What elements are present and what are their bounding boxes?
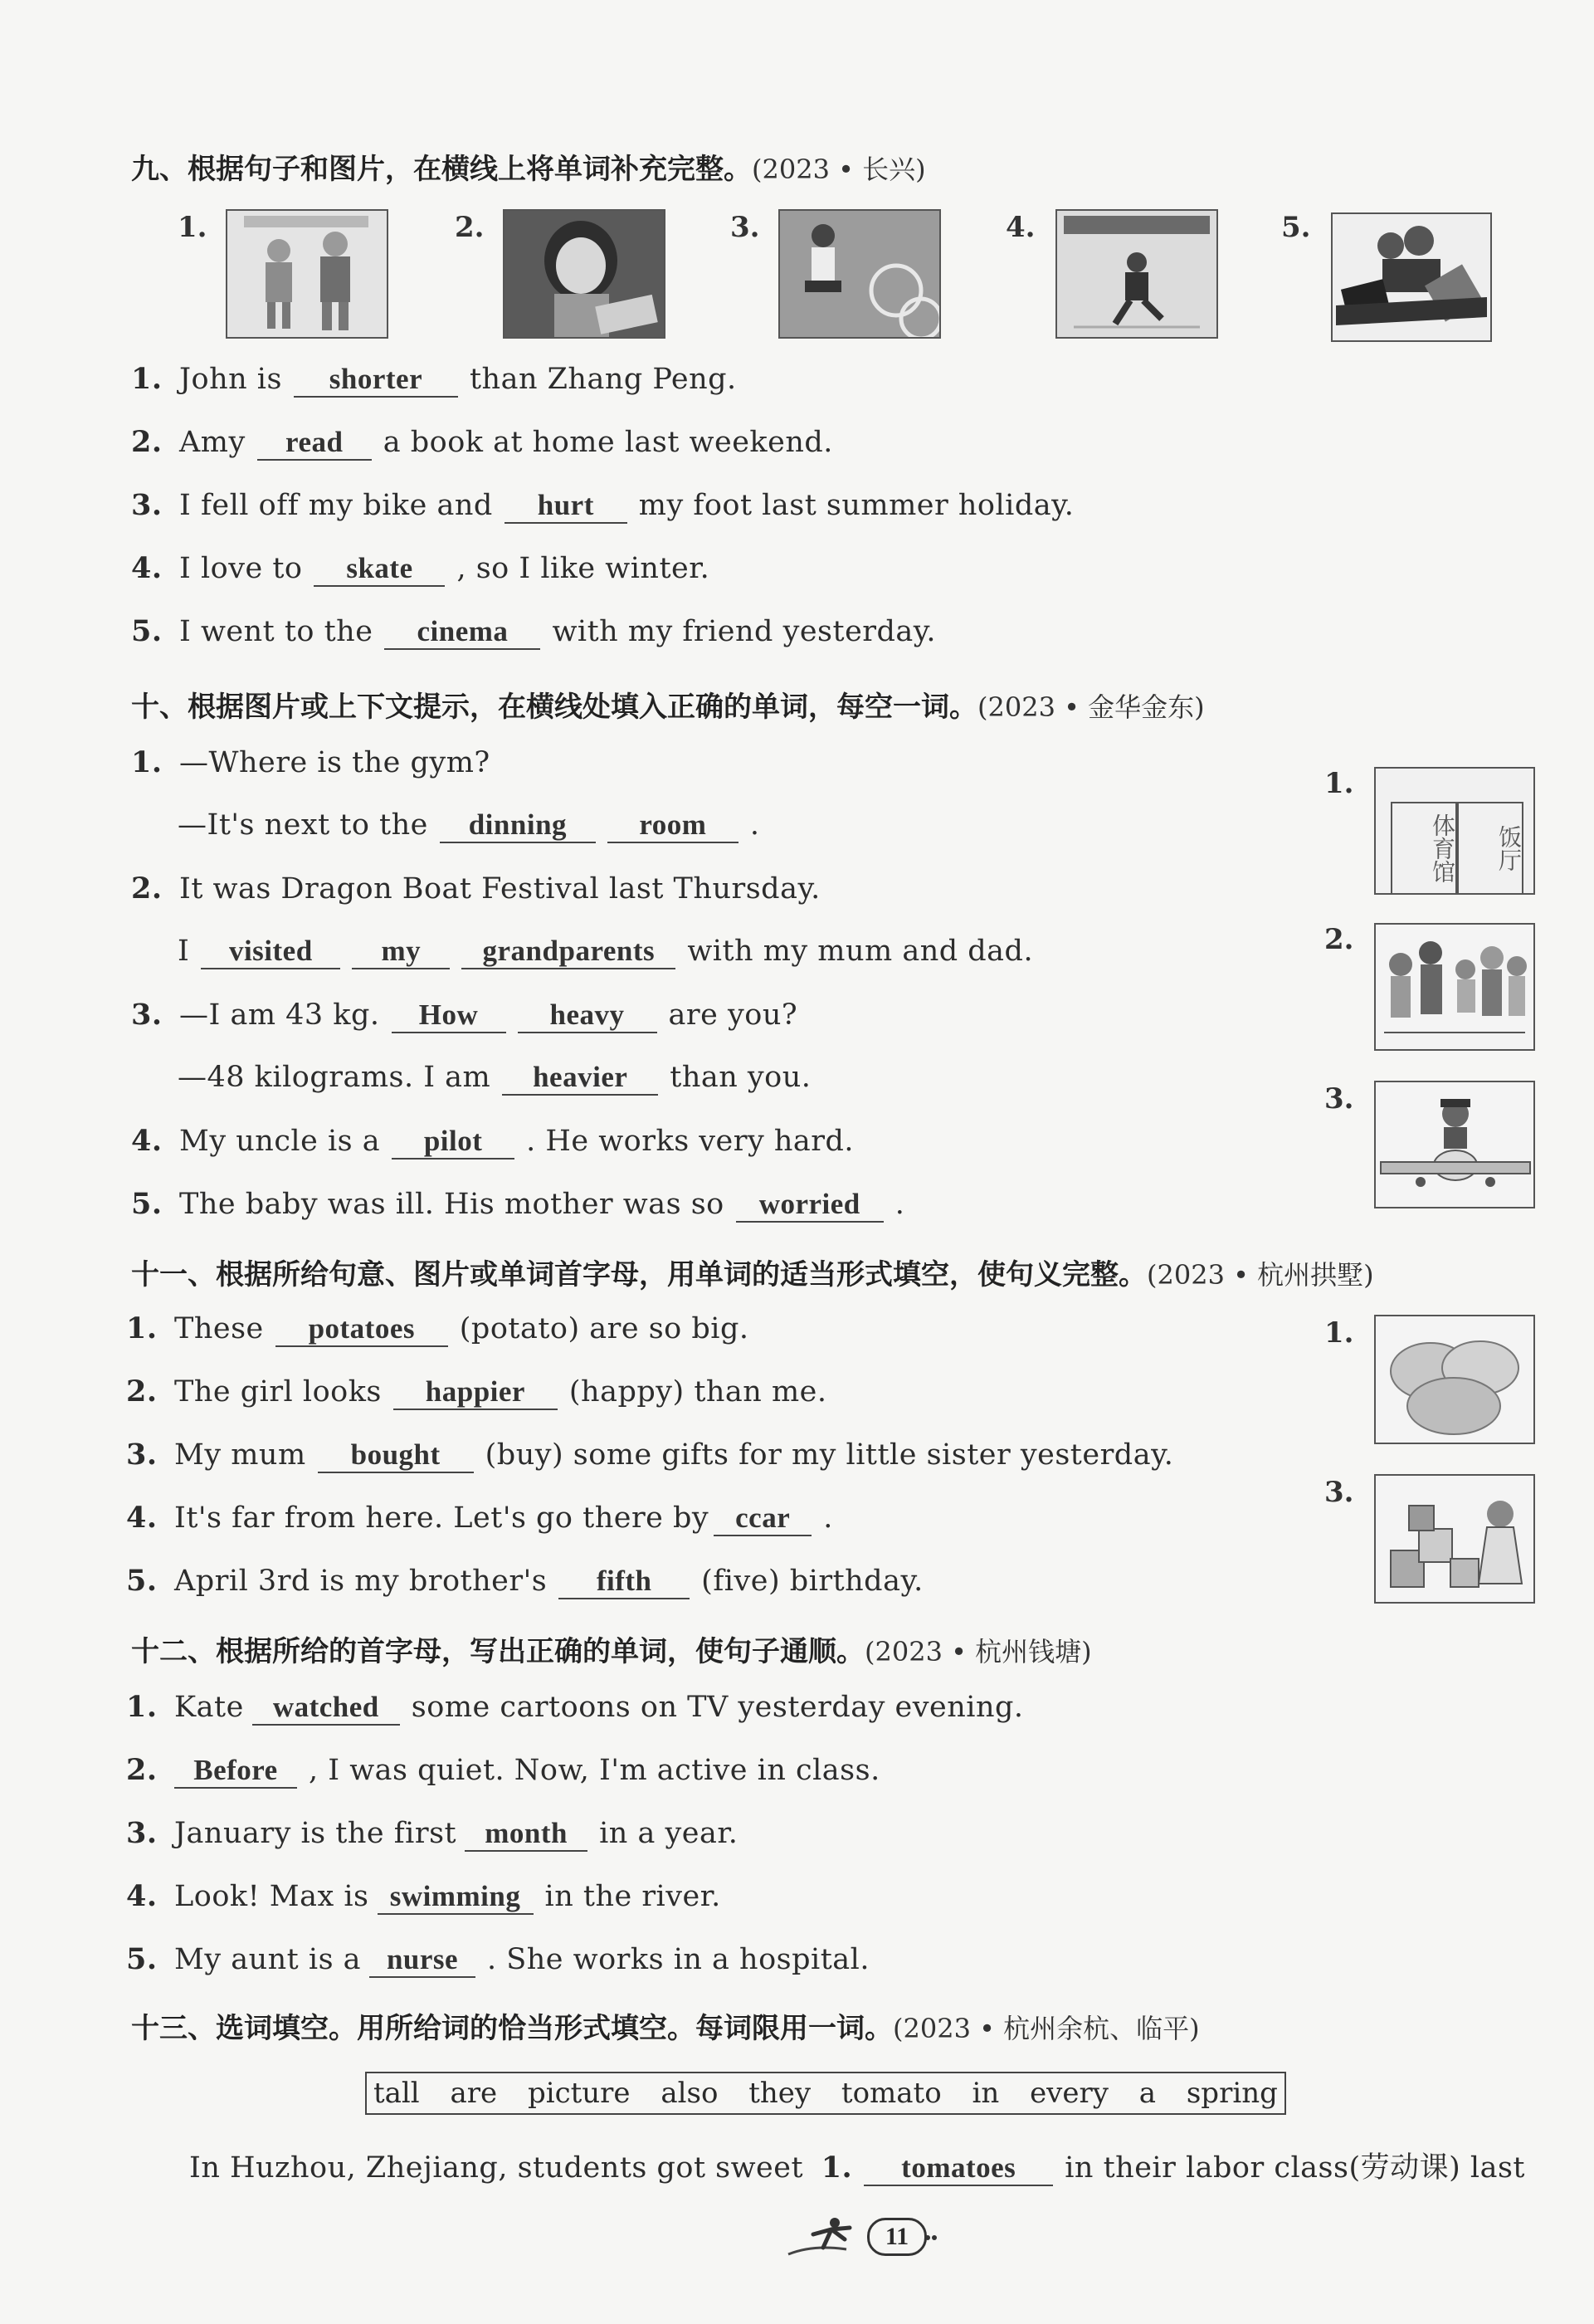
item-number: 2. [126, 1374, 158, 1409]
sentence-text: with my friend yesterday. [552, 615, 937, 648]
s12-item-5 [126, 1942, 870, 1978]
answer-blank: swimming [378, 1880, 534, 1915]
answer-blank: room [607, 808, 739, 843]
item-number: 1. [126, 1311, 158, 1345]
item-number: 1. [126, 1690, 158, 1724]
item-number: 4. [126, 1879, 158, 1913]
item-number: 3. [126, 1816, 158, 1850]
section-13-title: 十三、选词填空。用所给词的恰当形式填空。每词限用一词。 [131, 2012, 893, 2045]
answer-blank: happier [393, 1375, 558, 1410]
sentence-text: some cartoons on TV yesterday evening. [411, 1691, 1024, 1724]
skating-picture [1055, 209, 1218, 339]
item-number: 5. [126, 1564, 158, 1598]
s10-item-1-answer [178, 808, 760, 843]
answer-blank: visited [201, 935, 340, 969]
sentence-text: than Zhang Peng. [469, 363, 737, 396]
sentence-text: . [894, 1188, 905, 1221]
item-number: 5. [131, 1187, 163, 1221]
pic-label: 2. [1324, 923, 1354, 956]
sentence-text: —I am 43 kg. [179, 998, 380, 1032]
pic-label: 3. [730, 211, 760, 244]
section-11-heading [131, 1252, 1374, 1292]
passage-text: In Huzhou, Zhejiang, students got sweet [189, 2151, 804, 2185]
answer-blank: shorter [294, 363, 458, 398]
sentence-text: These [174, 1312, 264, 1345]
word-bank-word: are [450, 2077, 498, 2110]
answer-blank: bought [318, 1438, 474, 1473]
word-bank-word: tall [373, 2077, 420, 2110]
answer-blank: worried [736, 1188, 884, 1223]
section-13-source: (2023 • 杭州余杭、临平) [893, 2013, 1200, 2044]
page-number: 11 [867, 2218, 927, 2256]
pic-label: 3. [1324, 1082, 1354, 1116]
s12-item-2 [126, 1753, 880, 1789]
section-10-title: 十、根据图片或上下文提示，在横线处填入正确的单词，每空一词。 [131, 691, 977, 724]
item-number: 3. [131, 488, 163, 522]
sentence-text: in a year. [599, 1817, 739, 1850]
section-13-heading [131, 2005, 1200, 2046]
answer-blank: dinning [440, 808, 596, 843]
s9-item-3 [131, 488, 1074, 524]
s9-item-5 [131, 614, 936, 650]
sentence-text: . [749, 808, 760, 842]
sentence-text: (potato) are so big. [459, 1312, 749, 1345]
answer-blank: How [392, 998, 506, 1033]
s10-item-4 [131, 1124, 854, 1160]
word-bank-word: picture [527, 2077, 631, 2110]
dining-hall-label: 饭厅 [1457, 802, 1523, 895]
cinema-picture [1331, 212, 1492, 342]
section-9-source: (2023 • 长兴) [752, 154, 926, 185]
answer-blank: cinema [384, 615, 540, 650]
s12-item-1 [126, 1690, 1024, 1726]
sentence-text: My uncle is a [179, 1125, 381, 1158]
answer-blank: watched [252, 1691, 400, 1726]
pic-label: 2. [455, 211, 485, 244]
gym-dining-hall-map-picture [1374, 767, 1535, 895]
item-number: 5. [131, 614, 163, 648]
boys-height-picture [226, 209, 388, 339]
word-bank-word: every [1030, 2077, 1109, 2110]
sentence-text: My mum [174, 1438, 306, 1472]
sentence-text: —It's next to the [178, 808, 428, 842]
sentence-text: The baby was ill. His mother was so [179, 1188, 724, 1221]
s10-item-5 [131, 1187, 904, 1223]
sentence-text: . He works very hard. [526, 1125, 855, 1158]
s12-item-4 [126, 1879, 721, 1915]
pic-label: 1. [1324, 767, 1354, 800]
sentence-text: a book at home last weekend. [383, 426, 833, 459]
sentence-text: (five) birthday. [701, 1565, 924, 1598]
answer-blank: tomatoes [864, 2151, 1053, 2186]
sentence-text: —Where is the gym? [179, 746, 490, 779]
s9-item-2 [131, 425, 833, 461]
section-12-title: 十二、根据所给的首字母，写出正确的单词，使句子通顺。 [131, 1635, 865, 1668]
word-bank-word: in [972, 2077, 1000, 2110]
s10-item-3-answer [178, 1061, 811, 1096]
item-number: 1. [131, 745, 163, 779]
answer-blank: potatoes [275, 1312, 448, 1347]
sentence-text: than you. [670, 1061, 812, 1094]
section-12-heading [131, 1628, 1092, 1669]
s9-item-1 [131, 362, 737, 398]
sentence-text: I [178, 935, 190, 968]
answer-blank: my [352, 935, 450, 969]
s10-item-2-context [131, 872, 821, 906]
answer-blank: fifth [558, 1565, 690, 1599]
answer-blank: heavier [502, 1061, 658, 1096]
answer-blank: pilot [392, 1125, 514, 1160]
potatoes-picture [1374, 1315, 1535, 1444]
pilot-plane-picture [1374, 1081, 1535, 1208]
item-number: 4. [131, 1124, 163, 1158]
gifts-girl-picture [1374, 1474, 1535, 1604]
sentence-text: in the river. [544, 1880, 721, 1913]
girl-reading-picture [503, 209, 665, 339]
item-number: 1. [821, 2151, 853, 2185]
sentence-text: are you? [668, 998, 798, 1032]
s13-passage-line [189, 2145, 1525, 2186]
word-bank-word: a [1138, 2077, 1157, 2110]
item-number: 1. [131, 362, 163, 396]
item-number: 3. [131, 998, 163, 1032]
item-number: 2. [131, 872, 163, 906]
s10-item-3-question [131, 998, 797, 1033]
sentence-text: I went to the [179, 615, 373, 648]
pic-label: 5. [1281, 211, 1311, 244]
sentence-text: —48 kilograms. I am [178, 1061, 491, 1094]
sentence-text: , I was quiet. Now, I'm active in class. [309, 1754, 880, 1787]
word-bank-word: tomato [841, 2077, 942, 2110]
answer-blank: read [257, 426, 372, 461]
sentence-text: It was Dragon Boat Festival last Thursday. [179, 872, 821, 906]
word-bank-box [365, 2072, 1286, 2115]
sentence-text: Amy [179, 426, 246, 459]
sentence-text: my foot last summer holiday. [638, 489, 1075, 522]
sentence-text: . [823, 1501, 833, 1535]
s11-item-3 [126, 1438, 1173, 1473]
answer-blank: heavy [518, 998, 657, 1033]
sentence-text: January is the first [174, 1817, 457, 1850]
s10-item-2-answer [178, 935, 1033, 969]
section-12-source: (2023 • 杭州钱塘) [865, 1636, 1092, 1667]
answer-blank: Before [174, 1754, 297, 1789]
sentence-text: I love to [179, 552, 303, 585]
section-9-heading [131, 146, 926, 187]
s11-item-4 [126, 1501, 833, 1536]
family-visit-picture [1374, 923, 1535, 1051]
sentence-text: John is [179, 363, 282, 396]
s9-item-4 [131, 551, 709, 587]
answer-blank: month [465, 1817, 587, 1852]
sentence-text: (happy) than me. [568, 1375, 827, 1409]
section-10-heading [131, 684, 1205, 725]
answer-blank: ccar [714, 1501, 812, 1536]
sentence-text: My aunt is a [174, 1943, 362, 1976]
gym-label: 体育馆 [1391, 802, 1457, 895]
pic-label: 4. [1006, 211, 1036, 244]
sentence-text: , so I like winter. [456, 552, 710, 585]
section-9-title: 九、根据句子和图片，在横线上将单词补充完整。 [131, 153, 752, 186]
sentence-text: I fell off my bike and [179, 489, 493, 522]
sentence-text: (buy) some gifts for my little sister yesterday. [485, 1438, 1174, 1472]
word-bank-word: also [661, 2077, 719, 2110]
passage-text: in their labor class(劳动课) last [1065, 2151, 1525, 2185]
s12-item-3 [126, 1816, 738, 1852]
item-number: 2. [131, 425, 163, 459]
item-number: 4. [126, 1501, 158, 1535]
answer-blank: grandparents [461, 935, 675, 969]
sentence-text: April 3rd is my brother's [174, 1565, 548, 1598]
pic-label: 3. [1324, 1476, 1354, 1509]
answer-blank: nurse [369, 1943, 475, 1978]
section-11-source: (2023 • 杭州拱墅) [1147, 1259, 1374, 1291]
sentence-text: Kate [174, 1691, 244, 1724]
item-number: 4. [131, 551, 163, 585]
sentence-text: The girl looks [174, 1375, 382, 1409]
item-number: 5. [126, 1942, 158, 1976]
pic-label: 1. [178, 211, 207, 244]
answer-blank: skate [314, 552, 445, 587]
s11-item-1 [126, 1311, 749, 1347]
answer-blank: hurt [505, 489, 627, 524]
section-10-source: (2023 • 金华金东) [977, 691, 1205, 723]
item-number: 3. [126, 1438, 158, 1472]
sentence-text: It's far from here. Let's go there by [174, 1501, 709, 1535]
sentence-text: . She works in a hospital. [487, 1943, 870, 1976]
word-bank-word: spring [1186, 2077, 1278, 2110]
s11-item-2 [126, 1374, 826, 1410]
pic-label: 1. [1324, 1316, 1354, 1350]
sentence-text: Look! Max is [174, 1880, 369, 1913]
section-11-title: 十一、根据所给句意、图片或单词首字母，用单词的适当形式填空，使句义完整。 [131, 1258, 1147, 1291]
item-number: 2. [126, 1753, 158, 1787]
fell-off-bike-picture [778, 209, 941, 339]
s11-item-5 [126, 1564, 924, 1599]
sentence-text: with my mum and dad. [687, 935, 1034, 968]
word-bank-word: they [748, 2077, 812, 2110]
s10-item-1-question [131, 745, 490, 779]
